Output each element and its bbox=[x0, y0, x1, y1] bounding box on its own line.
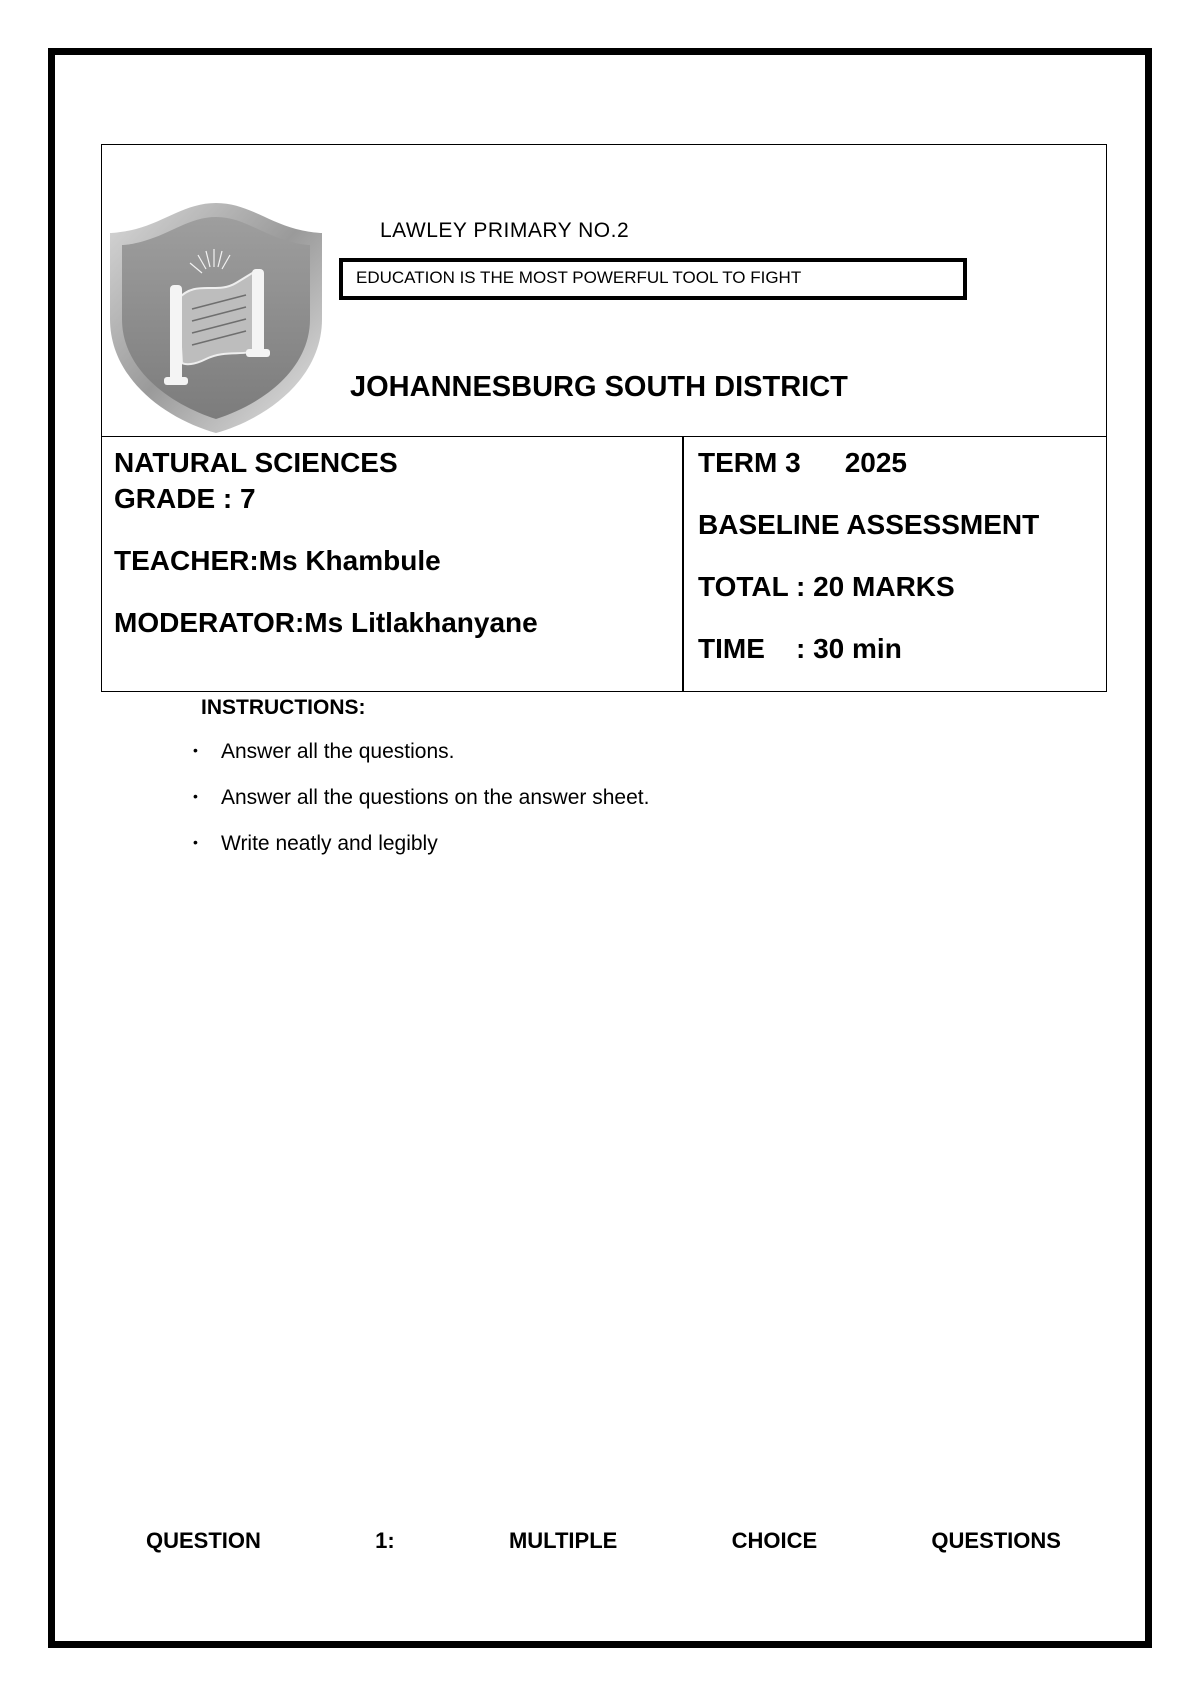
school-name: LAWLEY PRIMARY NO.2 bbox=[380, 219, 630, 242]
question-type-word: QUESTIONS bbox=[931, 1528, 1061, 1553]
term-year-row bbox=[698, 449, 907, 477]
instruction-item: • Answer all the questions. bbox=[190, 740, 649, 786]
teacher-name: TEACHER:Ms Khambule bbox=[114, 545, 441, 576]
school-crest-icon bbox=[106, 199, 326, 435]
column-divider bbox=[682, 437, 684, 691]
instruction-item: • Write neatly and legibly bbox=[190, 832, 649, 878]
assessment-type: BASELINE ASSESSMENT bbox=[698, 509, 1040, 540]
question-word: QUESTION bbox=[146, 1528, 261, 1553]
question-type-word: CHOICE bbox=[731, 1528, 818, 1553]
total-marks: TOTAL : 20 MARKS bbox=[698, 571, 955, 602]
header-table bbox=[101, 144, 1107, 692]
grade-label: GRADE : 7 bbox=[114, 483, 256, 514]
instructions-title: INSTRUCTIONS: bbox=[201, 696, 366, 719]
moderator-name: MODERATOR:Ms Litlakhanyane bbox=[114, 607, 538, 638]
question-number: 1: bbox=[375, 1528, 395, 1553]
term-label: TERM 3 bbox=[698, 447, 801, 478]
instructions-list bbox=[190, 740, 649, 878]
question-type-word: MULTIPLE bbox=[508, 1528, 618, 1553]
assessment-details bbox=[102, 437, 1106, 691]
district-name: JOHANNESBURG SOUTH DISTRICT bbox=[350, 371, 848, 403]
school-header bbox=[102, 145, 1106, 437]
instruction-item: • Answer all the questions on the answer sheet. bbox=[190, 786, 649, 832]
question-heading bbox=[146, 1528, 1061, 1554]
school-motto: EDUCATION IS THE MOST POWERFUL TOOL TO FIGHT bbox=[339, 258, 967, 300]
year-label: 2025 bbox=[844, 447, 907, 478]
time-allowed: TIME : 30 min bbox=[698, 633, 902, 664]
subject-name: NATURAL SCIENCES bbox=[114, 447, 398, 478]
